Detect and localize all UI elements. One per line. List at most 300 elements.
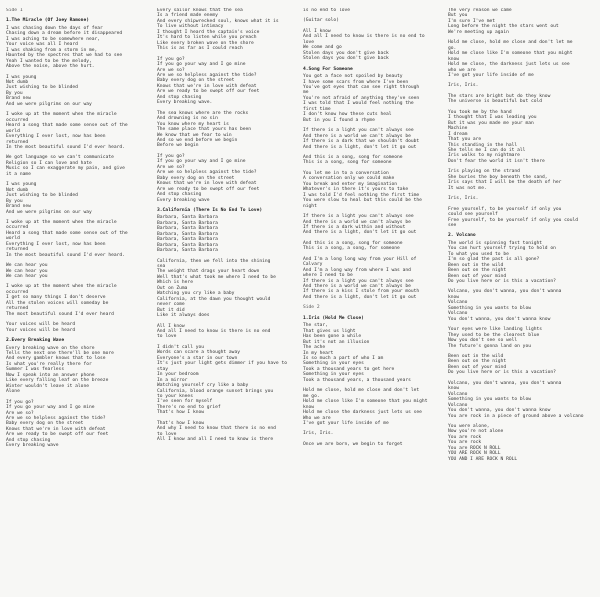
lyric-line: I was young [6,74,37,80]
lyric-line: But you [448,13,468,19]
lyric-line: Knows that we're in love with defeat [157,181,257,187]
lyric-line: Your voices will be heard [6,322,76,328]
song-title: 3.California (There Is No End To Love) [157,207,263,213]
lyric-line: I didn't call you [157,344,205,350]
lyric-line: And all I need to know is there is no end to [303,34,425,40]
lyric-line: The future's gonna land on you [448,343,531,349]
lyric-line: Heard a song that made some sense out of the [6,123,128,129]
lyric-line: You are ROCK N ROLL [448,445,501,451]
lyric-line: This is a song, a song, for someone [303,246,400,252]
lyric-line: YOU ARE ROCK N ROLL [448,451,501,457]
lyric-line: California, then we fell into the shining [157,258,271,264]
lyric-stanza [448,327,590,349]
lyric-line: And so we end before we begin [157,137,238,143]
lyric-line: That you are [448,137,482,143]
lyric-line: If there is a kiss I stole from your mouth [303,289,420,295]
lyric-stanza [6,75,148,108]
lyric-line: stay [157,366,169,372]
lyric-line: Like every broken wave on the shore [157,40,254,46]
lyric-line: I was chasing down the days of fear [6,25,103,31]
lyric-line: Something in you wants to blow [448,305,531,311]
lyric-line: I woke up at the moment when the miracle [6,112,117,118]
lyric-line: They used to be the clearest blue [448,332,540,338]
lyric-line: If you go your way and I go mine [6,405,95,411]
lyric-line: This is as far as I could reach [157,46,243,52]
lyric-line: Volcano [448,391,468,397]
lyric-line: If you go? [157,153,185,159]
lyric-line: Are we so? [157,67,185,73]
lyric-column-1 [6,8,148,593]
lyric-line: It's just your light gets dimmer if you have to [157,361,287,367]
lyric-stanza [6,155,148,177]
lyric-stanza [6,322,148,333]
lyric-line: night [303,203,317,209]
lyric-line: Your eyes were like landing lights [448,327,543,333]
lyric-line: to your knees [157,394,193,399]
lyric-line: I've got your life inside of me [448,72,534,78]
lyric-line: Tells the next one there'll be one more [6,351,114,357]
lyric-line: If you go your way and I go mine [157,159,246,165]
lyric-line: The world is spinning fast tonight [448,240,543,246]
lyric-stanza [448,424,590,462]
lyric-line: You're not afraid of anything they've seen [303,95,420,101]
lyric-line: world [6,128,20,134]
lyric-line: Something in your eyes [303,372,364,378]
lyric-line: By you [6,90,23,96]
lyric-line: YOU AND I ARE ROCK N ROLL [448,456,518,462]
lyric-line: If you go your way and I go mine [157,62,246,68]
lyric-line: We can hear you [6,268,48,274]
lyric-line: who we are [448,67,476,73]
lyric-line: Barbara, Santa Barbara [157,237,218,243]
lyric-line: Hold me close like I'm someone that you might [448,51,573,57]
lyric-stanza [303,8,445,13]
lyric-column-2 [157,8,299,593]
lyric-line: If there is a dark that we shouldn't doubt [303,139,420,145]
lyric-line: To what you used to be [448,251,509,257]
lyric-line: Haunted by the spectres that we had to see [6,53,123,59]
lyric-line: But in you I found a rhyme [303,117,375,123]
lyric-line: Every breaking wave. [157,100,213,106]
lyric-stanza [6,26,148,70]
lyric-line: Alone [6,389,20,395]
lyric-line: The ache [303,345,326,351]
lyric-line: This standing in the hall [448,142,518,148]
lyric-line: Are we ready to be swept off our feet [157,186,260,192]
lyric-line: We know that we fear to win [157,132,232,138]
lyric-line: Barbara, Santa Barbara [157,248,218,254]
lyric-line: Now you're not alone [448,429,504,435]
lyric-line: Iris says that I will be the death of her [448,180,562,186]
lyric-stanza [157,324,299,340]
lyric-line: Brand new [6,96,31,102]
lyric-line: Been out of your mind [448,273,507,279]
lyric-line: Knows that we're in love with defeat [157,83,257,89]
lyric-line: Like it always does [157,313,210,319]
lyric-line: If there is a dark within and without [303,224,406,230]
lyric-line: never come [157,302,185,308]
lyric-line: is no end to love [303,8,351,13]
lyric-line: Heard a song that made some sense out of the [6,230,128,236]
lyric-line: to love [157,431,177,437]
lyric-line: returned [6,139,29,145]
song-title: 1.Iris (Hold Me Close) [303,315,364,321]
lyric-line: Are we so? [6,410,34,416]
lyric-line: Free yourself, to be yourself if only you [448,206,562,212]
lyric-line: And there is a light, don't let it go out [303,230,417,236]
lyric-line: Something in your eyes [303,361,364,367]
lyric-stanza [448,83,590,88]
lyric-line: Barbara, Santa Barbara [157,242,218,248]
lyric-stanza [448,381,590,419]
lyric-line: Knows that we're in love with defeat [6,426,106,432]
lyric-line: Words can scare a thought away [157,350,240,356]
lyric-line: I was shaking from a storm in me, [6,47,98,53]
lyric-line: And stop chasing [157,192,202,198]
lyric-line: A conversation only we could make [303,176,395,182]
lyric-line: Been out in the wild [448,262,504,268]
lyric-line: All the stolen voices will someday be [6,300,109,306]
lyric-line: Is so much a part of who I am [303,356,384,362]
lyric-line: All I know [303,28,331,34]
song-title: 2. Volcano [448,233,476,239]
lyric-stanza [157,154,299,203]
lyric-line: In the most beautiful sound I'd ever heard. [6,144,125,150]
lyric-line: first time [303,106,331,112]
lyric-stanza [303,442,445,447]
lyric-line: And drowning is no sin [157,116,218,122]
lyric-line: (Guitar solo) [303,18,339,24]
lyric-line: All I know and all I need to know is there [157,437,274,443]
lyric-stanza [303,74,445,123]
lyric-line: Hold me close, the darkness just lets us see [448,62,570,68]
lyric-stanza [303,323,445,383]
lyric-line: me go. [303,393,320,399]
lyric-line: I was told that I would feel nothing the [303,101,414,107]
lyric-line: Religion so I can love and hate [6,160,92,166]
lyric-line: The stars are bright but do they know [448,93,551,99]
lyric-line: California, at the dawn you thought would [157,296,271,302]
lyric-line: Took a thousand years, a thousand years [303,377,411,383]
lyric-line: Barbara, Santa Barbara [157,220,218,226]
lyric-line: That gives us light [303,328,356,334]
lyric-line: me [303,90,309,96]
lyric-stanza [448,196,590,201]
lyric-line: Hold me close the darkness just lets us see [303,410,422,416]
lyric-line: And this is a song, song for someone [303,154,403,160]
lyric-line: sea [157,264,166,270]
lyric-line: The very reason we came [448,8,512,13]
lyric-line: I woke up at the moment when the miracle [6,219,117,225]
lyric-line: And all I need to know is there is no end [157,329,271,335]
lyric-line: And there is a light, don't let it go out [303,294,417,300]
lyric-line: Just wishing to be blinded [6,193,78,199]
lyric-stanza [303,388,445,426]
lyric-line: Been out on the night [448,359,507,365]
lyric-line: If there is a light you can't always see [303,214,414,220]
lyric-line: Above the noise, above the hurt. [6,64,95,70]
lyric-line: If there is a light you can't always see [303,278,414,284]
song-title: 1.The Miracle (Of Joey Ramone) [6,18,89,24]
lyric-line: I'm so glad the past is all gone? [448,257,540,263]
lyric-stanza [303,171,445,209]
lyric-line: occurred [6,289,29,295]
lyric-stanza [448,354,590,376]
lyric-line: I've seen for myself [157,399,213,405]
lyric-stanza [157,111,299,149]
lyric-line: Now you don't see so well [448,338,518,344]
lyric-line: Hold me close, hold me close and don't let [303,388,420,394]
lyric-stanza [303,214,445,236]
side-heading: Side 2 [303,305,320,311]
lyric-stanza [6,220,148,258]
lyric-line: The most beautiful sound I'd ever heard [6,311,114,317]
lyric-line: Baby every dog on the street [157,175,235,181]
lyric-line: Everyone's a star in our town [157,355,238,361]
lyric-column-4 [448,8,590,593]
lyric-line: world [6,236,20,242]
lyric-line: The star, [303,323,328,329]
lyric-line: Yeah I wanted to be the melody, [6,58,92,64]
lyric-line: Took a thousand years to get here [303,366,395,372]
lyric-stanza [448,241,590,285]
lyric-line: Baby every dog on the street [157,78,235,84]
lyric-line: And there is a light, don't let it go out [303,144,417,150]
lyric-line: In a mirror [157,377,188,383]
lyric-line: Are we ready to be swept off our feet [6,432,109,438]
lyric-line: Been out on the night [448,268,507,274]
lyric-line: Which is here [157,280,193,286]
lyric-line: Baby every dog on the street [6,421,84,427]
lyric-stanza [6,346,148,395]
lyric-stanza [157,345,299,416]
lyric-line: You let me in to a conversation [303,170,389,176]
lyric-line: Is what you're really there for [6,361,92,367]
lyric-line: Not dumb [6,187,29,193]
lyric-line: You were alone, [448,424,490,429]
lyric-line: Just wishing to be blinded [6,85,78,91]
lyric-stanza [448,207,590,229]
lyric-line: To live without intimacy [157,24,224,30]
lyric-line: returned [6,247,29,253]
lyric-line: Long before the night the stars went out [448,24,559,30]
lyric-line: Before we begin [157,143,199,149]
lyric-line: There's no end to grief [157,404,221,410]
lyric-line: Everything I ever lost, now has been [6,241,106,247]
lyric-line: Hold me close, hold me close and don't let me [448,40,573,46]
lyric-line: Are we so helpless against the tide? [157,170,257,176]
lyric-stanza [303,431,445,436]
lyric-stanza [157,421,299,443]
lyric-line: Summer I was fearless [6,367,65,373]
lyric-line: Volcano, you don't wanna, you don't wanna [448,380,562,386]
lyric-line: Volcano [448,300,468,306]
lyric-line: By you [6,198,23,204]
lyric-line: I thought I heard the captain's voice [157,29,260,35]
lyric-line: could see yourself [448,212,498,218]
lyric-line: Every sailor knows that the sea [157,8,243,13]
lyric-line: You are rock [448,434,482,440]
lyric-line: Not dumb [6,79,29,85]
lyric-line: Brand new [6,204,31,210]
lyric-stanza [157,259,299,319]
lyric-line: Are we so helpless against the tide? [6,416,106,421]
lyric-stanza [448,289,590,322]
lyric-line: And I'm a long long way from your Hill of [303,256,417,262]
lyric-line: In the most beautiful sound I'd ever heard. [6,252,125,258]
lyric-line: And why I need to know that there is no end [157,426,276,432]
lyric-line: Stolen days you don't give back [303,56,389,62]
lyric-line: I'm sure I've met [448,18,496,24]
lyric-line: Every breaking wave [6,443,59,449]
lyric-line: Is a friend made enemy [157,13,218,19]
lyric-line: know [448,294,460,300]
lyric-line: I have some scars from where I've been [303,79,409,85]
lyric-line: In your bedroom [157,372,199,378]
lyric-line: That's how I know [157,410,205,416]
lyric-line: And we were pilgrims on our way [6,101,92,107]
lyric-line: She buries the boy beneath the sand, [448,174,548,180]
lyric-line: Been out in the wild [448,354,504,360]
lyric-line: Volcano [448,402,468,408]
lyric-line: I was young [6,182,37,188]
lyric-line: Watching you cry like a baby [157,291,235,297]
lyric-line: Iris, Iris. [448,196,479,202]
lyric-line: You are rock in a piece of ground above a volcano [448,413,584,419]
lyric-line: where I need to be [303,273,353,279]
lyric-line: Iris, Iris. [448,83,479,89]
lyric-line: You are rock [448,440,482,446]
lyric-line: know [448,56,460,62]
lyric-line: Winter wouldn't leave it alone [6,383,89,389]
lyric-line: Barbara, Santa Barbara [157,226,218,232]
lyric-line: Everything I ever lost, now has been [6,134,106,140]
lyric-line: But it was you made me your man [448,120,534,126]
lyric-line: Don't fear the world it isn't there [448,158,545,164]
lyric-line: And there is a world we can't always be [303,133,411,139]
lyric-stanza [448,40,590,78]
lyric-line: But it's not an illusion [303,339,370,345]
lyric-line: It was not me. [448,185,487,191]
lyric-line: returned [6,306,29,312]
lyric-line: Your voices will be heard [6,327,76,333]
lyric-line: occurred [6,117,29,123]
lyric-column-3 [303,8,445,593]
lyric-line: You got a face not spoiled by beauty [303,74,403,80]
lyric-stanza [157,57,299,106]
lyric-line: Hold me close like I'm someone that you might [303,399,428,405]
lyric-line: And every gambler knows that to lose [6,356,106,362]
lyric-stanza [303,257,445,301]
lyric-stanza [6,263,148,279]
lyric-line: Do you live here or is this a vacation? [448,279,556,285]
lyric-line: I've got your life inside of me [303,421,389,426]
lyric-line: The weight that drags your heart down [157,269,260,275]
lyric-line: Now I speak into an answer phone [6,372,95,378]
lyric-line: Been out of your mind [448,364,507,370]
lyric-line: It's hard to listen while you preach [157,35,257,41]
lyric-line: You break and enter my imagination [303,181,398,187]
lyric-line: see [448,222,457,228]
lyric-stanza [448,169,590,191]
lyric-line: Are we so? [157,164,185,170]
lyric-line: She tells me I can do it all [448,147,526,153]
lyric-line: Stolen days you don't give back [303,50,389,56]
lyric-line: Music so I can exaggerate my pain, and give [6,166,125,172]
lyric-stanza [448,94,590,105]
lyric-line: I don't know how these cuts heal [303,112,392,118]
lyric-line: You can hurt yourself trying to hold on [448,246,556,252]
lyric-line: But it did [157,307,185,313]
lyric-line: You don't wanna, you don't wanna know [448,408,551,414]
lyric-line: Who we are [303,415,331,421]
lyric-line: We can hear you [6,274,48,280]
lyric-stanza [303,241,445,252]
lyric-stanza [157,8,299,52]
lyric-line: And I'm a long way from where I was and [303,267,411,273]
lyric-line: And there is a world we can't always be [303,219,411,225]
lyric-line: Volcano [448,311,468,317]
lyric-line: Barbara, Santa Barbara [157,231,218,237]
lyric-stanza [6,400,148,449]
side-heading: Side 1 [6,8,23,13]
lyric-line: Well that's what took me where I need to be [157,274,276,280]
lyric-stanza [303,18,445,23]
lyric-line: Has been gone a while [303,334,362,340]
lyric-line: I get so many things I don't deserve [6,295,106,301]
lyric-line: Barbara, Santa Barbara [157,215,218,221]
lyric-line: Watching yourself cry like a baby [157,383,249,389]
lyric-line: All I know [157,323,185,329]
song-title: 2.Every Breaking Wave [6,338,65,344]
lyric-line: Like every falling leaf on the breeze [6,378,109,384]
lyric-line: We can hear you [6,263,48,269]
lyric-line: Something in you wants to blow [448,397,531,403]
lyric-line: We're meeting up again [448,29,509,35]
lyric-line: And stop chasing [6,437,51,443]
lyric-line: Iris playing on the strand [448,169,520,175]
lyric-line: The sea knows where are the rocks [157,110,249,116]
lyric-line: Every breaking wave on the shore [6,345,95,351]
lyric-line: If there is a light you can't always see [303,128,414,134]
lyric-line: I thought that I was leading you [448,115,537,121]
lyric-line: know [448,386,460,392]
lyric-stanza [303,155,445,166]
lyric-line: Every breaking wave [157,197,210,203]
lyric-line: You know where my heart is [157,121,229,127]
lyric-line: Machine [448,126,468,132]
lyric-line: occurred [6,225,29,231]
lyric-line: We come and go [303,45,342,51]
lyric-stanza [6,284,148,317]
lyric-line: I was aching to be somewhere near, [6,36,101,42]
lyric-line: If you go? [6,399,34,405]
lyric-line: it a name [6,171,31,177]
lyric-line: The universe is beautiful but cold [448,99,543,105]
lyric-stanza [6,112,148,150]
lyric-line: Your voice was all I heard [6,42,78,48]
lyric-line: The same place that yours has been [157,127,252,133]
lyric-line: Iris walks to my nightmare [448,153,520,159]
lyric-line: Do you live here or is this a vacation? [448,370,556,376]
lyric-line: You took me by the hand [448,109,512,115]
lyric-stanza [157,215,299,253]
lyric-line: Free yourself, to be yourself if only you could [448,217,578,223]
lyric-line: Are we so helpless against the tide? [157,72,257,78]
lyric-line: This is a song, song for someone [303,160,392,166]
lyric-line: go. [448,45,457,51]
lyric-line: We got language so we can't communicate [6,155,114,161]
